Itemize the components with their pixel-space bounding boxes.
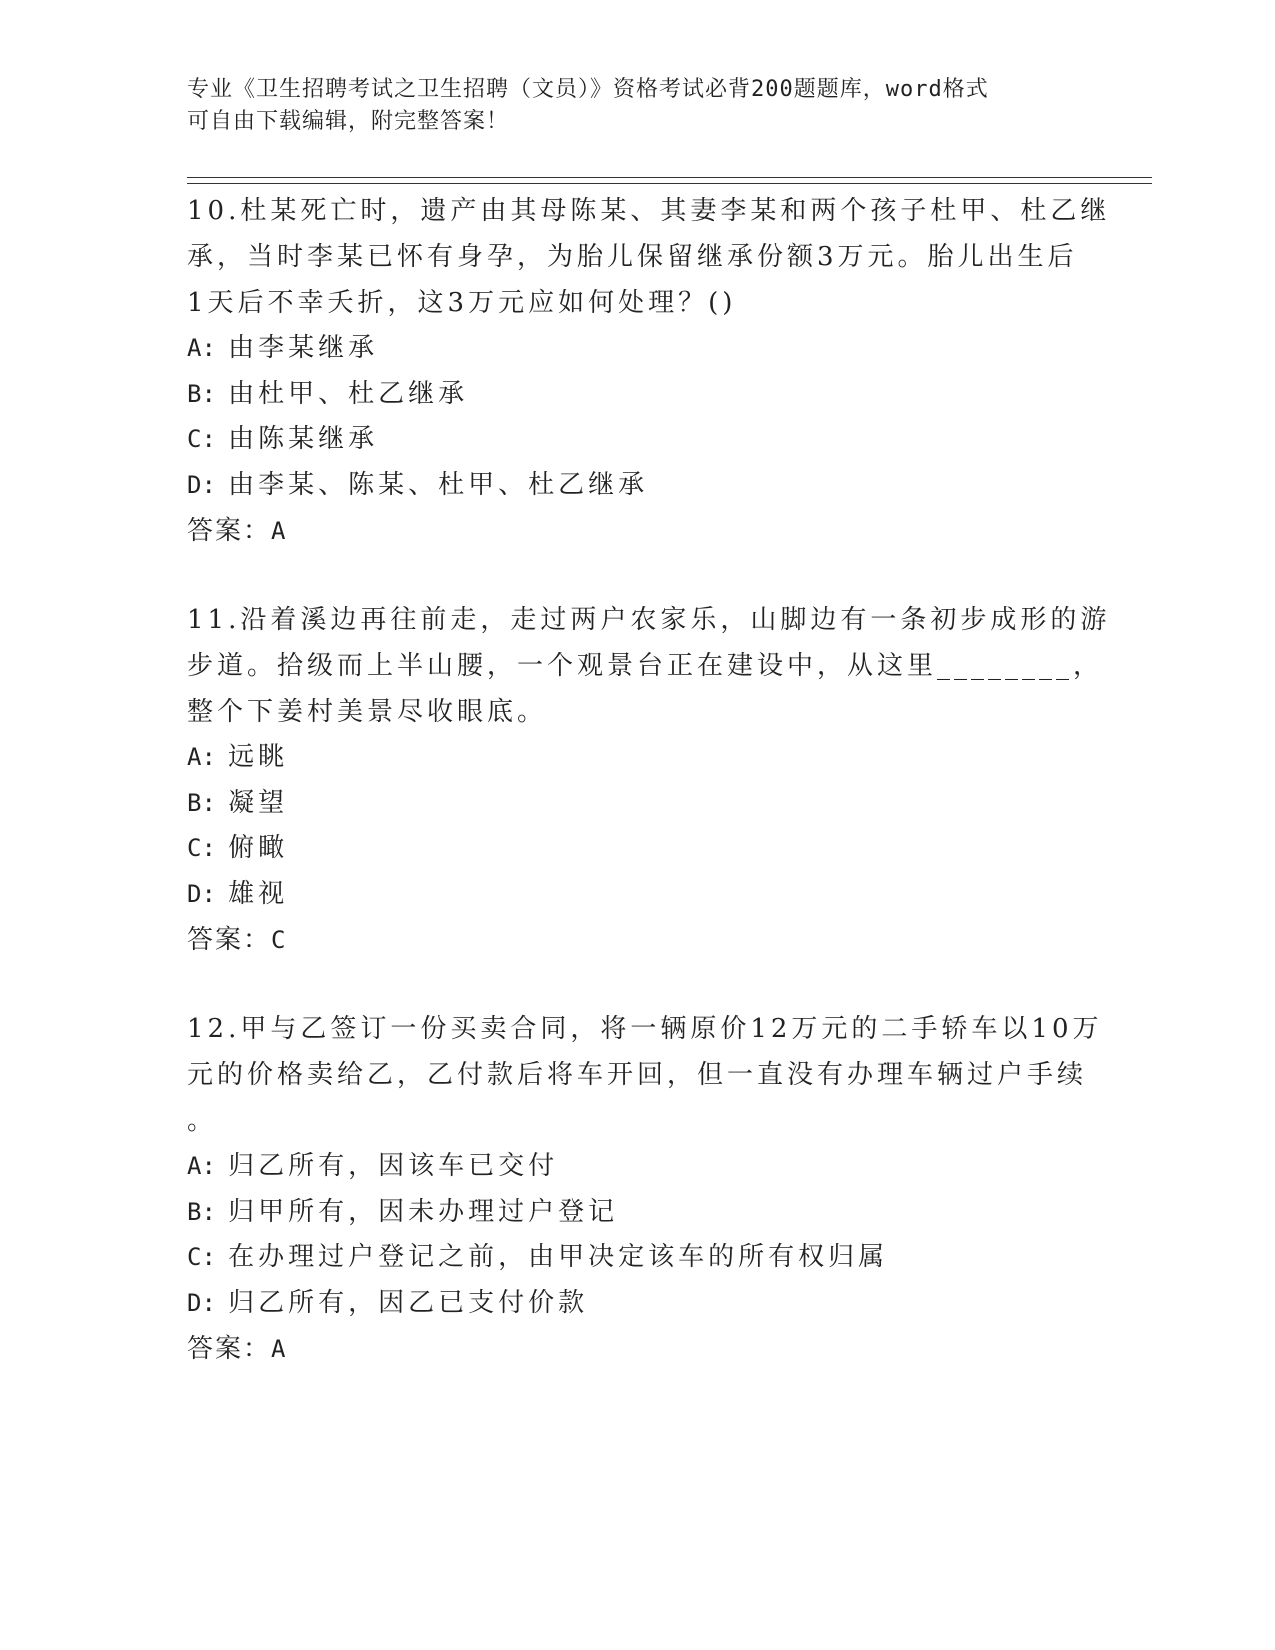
option-text: 远眺 — [228, 742, 289, 772]
question-stem-line: 10.杜某死亡时，遗产由其母陈某、其妻李某和两个孩子杜甲、杜乙继 — [187, 196, 1111, 226]
answer-line — [187, 508, 1077, 554]
question-11 — [187, 597, 1111, 963]
question-stem-line: 步道。拾级而上半山腰，一个观景台正在建设中，从这里________， — [187, 651, 1104, 681]
option-letter: A: — [187, 334, 216, 362]
option-text: 归乙所有，因该车已交付 — [228, 1151, 559, 1181]
answer-value: A — [271, 1335, 288, 1363]
option-letter: B: — [187, 379, 216, 408]
option-letter: A: — [187, 743, 216, 771]
option-text: 俯瞰 — [228, 833, 289, 863]
option-b — [187, 372, 1077, 418]
option-text: 由杜甲、杜乙继承 — [228, 378, 469, 409]
question-stem-line: 承，当时李某已怀有身孕，为胎儿保留继承份额3万元。胎儿出生后 — [187, 242, 1078, 272]
answer-line — [187, 1326, 1077, 1372]
option-text: 由李某、陈某、杜甲、杜乙继承 — [228, 469, 649, 500]
option-text: 由陈某继承 — [228, 424, 379, 454]
option-a — [187, 326, 1077, 372]
document-header — [187, 74, 1087, 138]
header-divider-bottom — [187, 183, 1152, 184]
answer-label: 答案： — [187, 1334, 272, 1364]
option-letter: B: — [187, 788, 216, 817]
option-letter: C: — [187, 834, 216, 862]
header-line-2: 可自由下载编辑，附完整答案！ — [187, 109, 510, 134]
option-letter: C: — [187, 1243, 216, 1271]
answer-value: A — [271, 517, 288, 545]
question-stem-line: 1天后不幸夭折，这3万元应如何处理？() — [187, 288, 737, 318]
answer-line — [187, 917, 1077, 963]
question-10 — [187, 188, 1111, 554]
option-c — [187, 1235, 1077, 1281]
answer-label: 答案： — [187, 925, 272, 955]
option-letter: C: — [187, 425, 216, 453]
option-letter: D: — [187, 879, 216, 908]
option-c — [187, 417, 1077, 463]
question-stem-line: 。 — [187, 1106, 218, 1136]
answer-label: 答案： — [187, 516, 272, 546]
option-letter: A: — [187, 1152, 216, 1180]
option-text: 在办理过户登记之前，由甲决定该车的所有权归属 — [228, 1242, 889, 1272]
option-text: 由李某继承 — [228, 333, 379, 363]
option-letter: B: — [187, 1197, 216, 1226]
question-stem-line: 元的价格卖给乙，乙付款后将车开回，但一直没有办理车辆过户手续 — [187, 1060, 1088, 1090]
option-text: 凝望 — [228, 787, 289, 818]
option-text: 归甲所有，因未办理过户登记 — [228, 1196, 619, 1227]
option-letter: D: — [187, 1288, 216, 1317]
option-a — [187, 1144, 1077, 1190]
header-divider-top — [187, 177, 1152, 178]
question-stem-line: 12.甲与乙签订一份买卖合同，将一辆原价12万元的二手轿车以10万 — [187, 1014, 1103, 1044]
option-a — [187, 735, 1077, 781]
header-line-1: 专业《卫生招聘考试之卫生招聘（文员）》资格考试必背200题题库，word格式 — [187, 77, 989, 102]
option-c — [187, 826, 1077, 872]
question-stem-line: 11.沿着溪边再往前走，走过两户农家乐，山脚边有一条初步成形的游 — [187, 605, 1111, 635]
question-stem-line: 整个下姜村美景尽收眼底。 — [187, 697, 548, 727]
option-b — [187, 1190, 1077, 1236]
option-letter: D: — [187, 470, 216, 499]
option-text: 归乙所有，因乙已支付价款 — [228, 1287, 589, 1318]
question-12 — [187, 1006, 1103, 1372]
option-d — [187, 872, 1077, 918]
option-b — [187, 781, 1077, 827]
option-d — [187, 1281, 1077, 1327]
answer-value: C — [271, 926, 288, 954]
option-text: 雄视 — [228, 878, 289, 909]
option-d — [187, 463, 1077, 509]
